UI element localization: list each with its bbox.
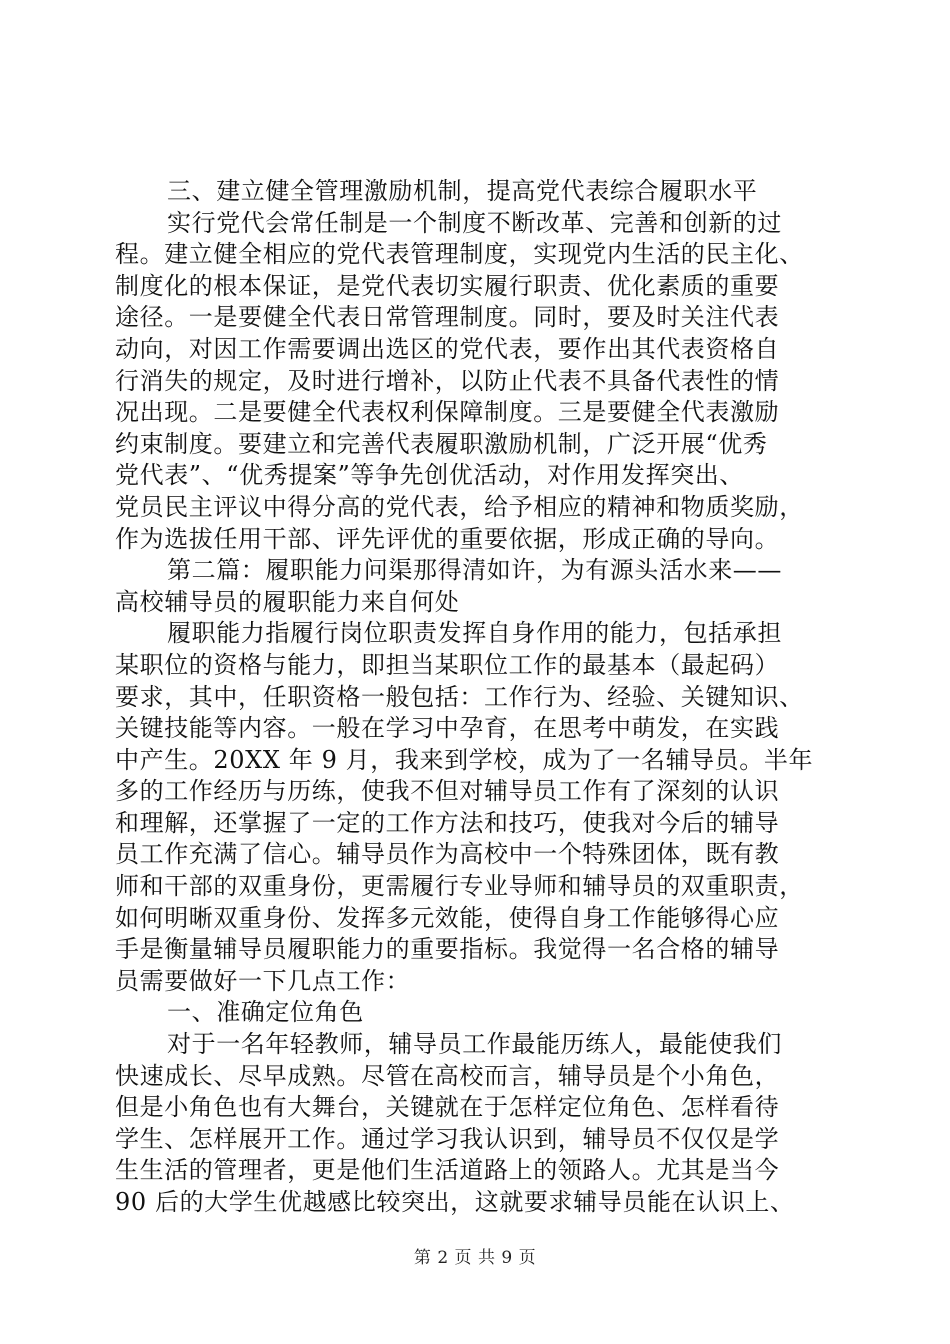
paragraph-line: 学生、怎样展开工作。通过学习我认识到，辅导员不仅仅是学 (115, 1124, 780, 1153)
paragraph-line: 多的工作经历与历练，使我不但对辅导员工作有了深刻的认识 (115, 777, 780, 806)
paragraph-line: 要求，其中，任职资格一般包括：工作行为、经验、关键知识、 (115, 682, 804, 711)
paragraph-line: 员工作充满了信心。辅导员作为高校中一个特殊团体，既有教 (115, 840, 780, 869)
paragraph-line: 况出现。二是要健全代表权利保障制度。三是要健全代表激励 (115, 398, 780, 427)
paragraph-line: 动向，对因工作需要调出选区的党代表，要作出其代表资格自 (115, 334, 780, 363)
paragraph-line: 作为选拔任用干部、评先评优的重要依据，形成正确的导向。 (115, 524, 780, 553)
paragraph-line: 中产生。20XX 年 9 月，我来到学校，成为了一名辅导员。半年 (115, 745, 814, 774)
paragraph-line: 程。建立健全相应的党代表管理制度，实现党内生活的民主化、 (115, 240, 804, 269)
paragraph-line: 但是小角色也有大舞台，关键就在于怎样定位角色、怎样看待 (115, 1093, 780, 1122)
paragraph-line: 制度化的根本保证，是党代表切实履行职责、优化素质的重要 (115, 271, 780, 300)
section-heading: 一、准确定位角色 (167, 998, 364, 1027)
paragraph-line: 手是衡量辅导员履职能力的重要指标。我觉得一名合格的辅导 (115, 935, 780, 964)
paragraph-line: 党员民主评议中得分高的党代表，给予相应的精神和物质奖励， (115, 492, 804, 521)
paragraph-line: 对于一名年轻教师，辅导员工作最能历练人，最能使我们 (167, 1030, 782, 1059)
document-body (115, 176, 835, 1219)
paragraph-line: 途径。一是要健全代表日常管理制度。同时，要及时关注代表 (115, 303, 780, 332)
paragraph-line: 实行党代会常任制是一个制度不断改革、完善和创新的过 (167, 208, 782, 237)
paragraph-line: 员需要做好一下几点工作： (115, 966, 411, 995)
paragraph-line: 师和干部的双重身份，更需履行专业导师和辅导员的双重职责， (115, 872, 804, 901)
paragraph-line: 和理解，还掌握了一定的工作方法和技巧，使我对今后的辅导 (115, 808, 780, 837)
paragraph-line: 行消失的规定，及时进行增补，以防止代表不具备代表性的情 (115, 366, 780, 395)
paragraph-line: 约束制度。要建立和完善代表履职激励机制，广泛开展“优秀 (115, 429, 768, 458)
paragraph-line: 生生活的管理者，更是他们生活道路上的领路人。尤其是当今 (115, 1156, 780, 1185)
paragraph-line: 党代表”、“优秀提案”等争先创优活动，对作用发挥突出、 (115, 461, 745, 490)
chapter-title: 第二篇：履职能力问渠那得清如许，为有源头活水来—— (167, 556, 782, 585)
section-heading: 三、建立健全管理激励机制，提高党代表综合履职水平 (167, 177, 758, 205)
paragraph-line: 如何明晰双重身份、发挥多元效能，使得自身工作能够得心应 (115, 903, 780, 932)
paragraph-line: 履职能力指履行岗位职责发挥自身作用的能力，包括承担 (167, 619, 782, 648)
page-number-footer: 第 2 页 共 9 页 (413, 1248, 537, 1268)
paragraph-line: 某职位的资格与能力，即担当某职位工作的最基本（最起码） (115, 650, 780, 679)
chapter-title-continued: 高校辅导员的履职能力来自何处 (115, 587, 460, 616)
paragraph-line: 关键技能等内容。一般在学习中孕育，在思考中萌发，在实践 (115, 714, 780, 743)
paragraph-line: 90 后的大学生优越感比较突出，这就要求辅导员能在认识上、 (115, 1188, 795, 1216)
paragraph-line: 快速成长、尽早成熟。尽管在高校而言，辅导员是个小角色， (115, 1061, 780, 1090)
